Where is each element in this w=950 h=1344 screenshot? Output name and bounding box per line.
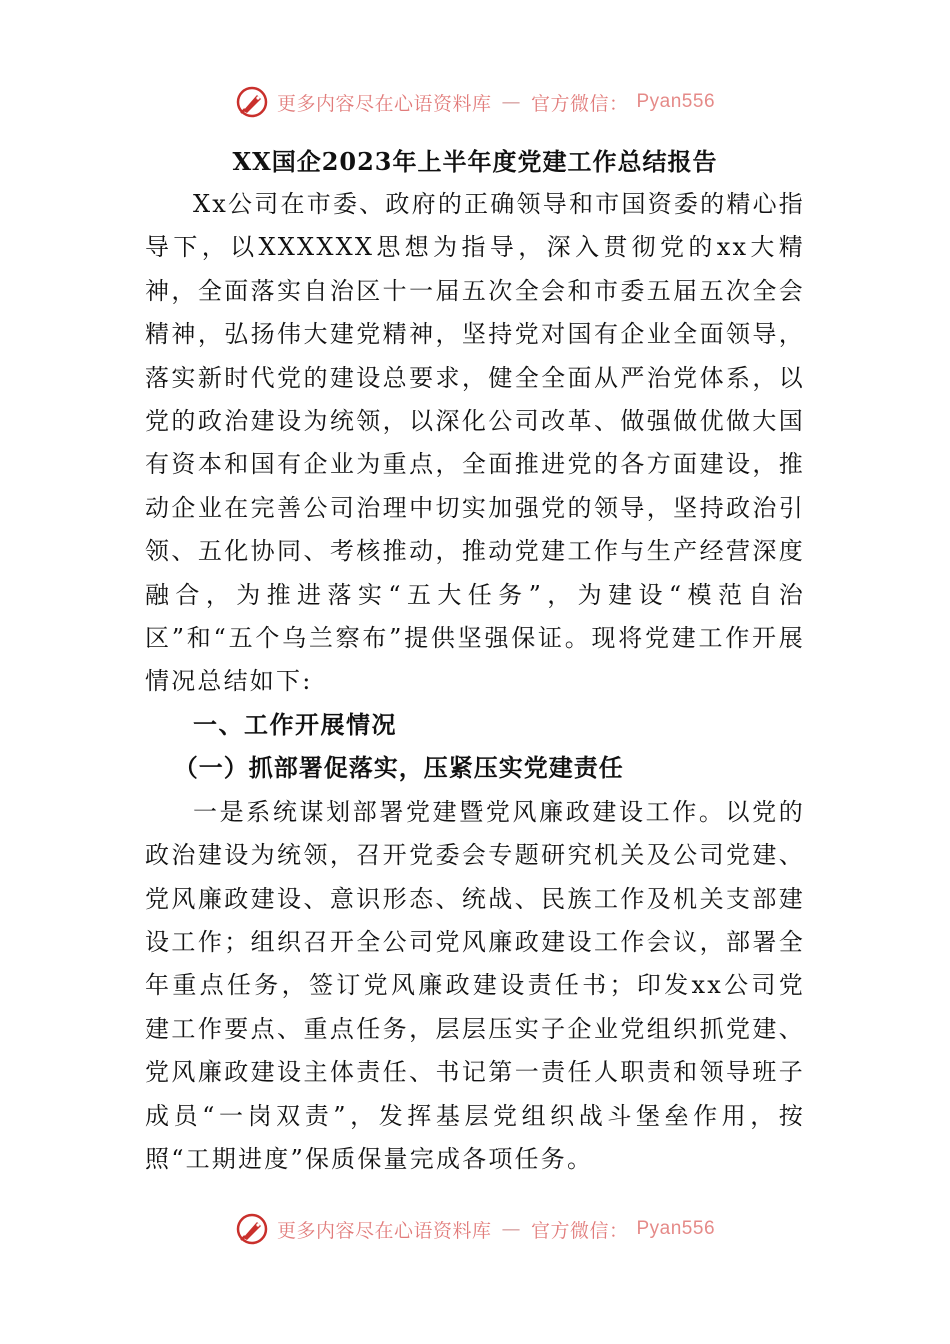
subsection-1-paragraph: 一是系统谋划部署党建暨党风廉政建设工作。以党的政治建设为统领，召开党委会专题研究机关及公司党建、党风廉政建设、意识形态、统战、民族工作及机关支部建设工作；组织召开全公司党风廉政建设工作会议，部署全年重点任务，签订党风廉政建设责任书；印发xx公司党建工作要点、重点任务，层层压实子企业党组织抓党建、党风廉政建设主体责任、书记第一责任人职责和领导班子成员“一岗双责”，发挥基层党组织战斗堡垒作用，按照“工期进度”保质保量完成各项任务。	[145, 797, 805, 1173]
watermark-wechat-label: 官方微信：	[530, 92, 629, 115]
watermark-separator: —	[501, 1218, 521, 1240]
document-title: XX国企2023年上半年度党建工作总结报告	[232, 147, 718, 176]
watermark-main-text: 更多内容尽在心语资料库	[276, 1219, 492, 1242]
watermark-header	[0, 82, 950, 122]
intro-paragraph: Xx公司在市委、政府的正确领导和市国资委的精心指导下，以XXXXXX思想为指导，深入贯彻党的xx大精神，全面落实自治区十一届五次全会和市委五届五次全会精神，弘扬伟大建党精神，坚持党对国有企业全面领导，落实新时代党的建设总要求，健全全面从严治党体系，以党的政治建设为统领，以深化公司改革、做强做优做大国有资本和国有企业为重点，全面推进党的各方面建设，推动企业在完善公司治理中切实加强党的领导，坚持政治引领、五化协同、考核推动，推动党建工作与生产经营深度融合，为推进落实“五大任务”，为建设“模范自治区”和“五个乌兰察布”提供坚强保证。现将党建工作开展情况总结如下:	[145, 190, 805, 696]
watermark-main-text: 更多内容尽在心语资料库	[276, 92, 492, 115]
watermark-wechat-label: 官方微信：	[530, 1219, 629, 1242]
pen-nib-logo-icon	[235, 85, 269, 119]
watermark-footer	[0, 1209, 950, 1249]
section-heading-1: 一、工作开展情况	[193, 710, 397, 739]
watermark-wechat-id: Pyan556	[636, 91, 716, 112]
watermark-separator: —	[501, 91, 521, 113]
subsection-heading-1: （一）抓部署促落实，压紧压实党建责任	[173, 754, 624, 783]
pen-nib-logo-icon	[235, 1212, 269, 1246]
document-body	[145, 183, 805, 1181]
watermark-wechat-id: Pyan556	[636, 1218, 716, 1239]
